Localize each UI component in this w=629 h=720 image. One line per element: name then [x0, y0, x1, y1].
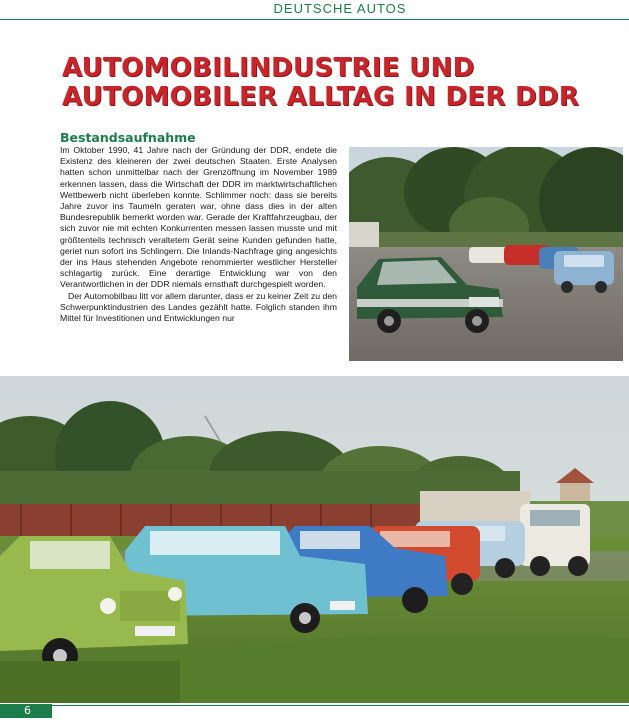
photo-parking-lot-image — [349, 147, 623, 361]
running-footer — [0, 705, 629, 720]
photo-parking-lot — [349, 147, 623, 361]
page-number: 6 — [24, 704, 31, 717]
paragraph-2: Der Automobilbau litt vor allem darunter, dass er zu keiner Zeit zu den Schwerpunktindustrien des Landes gezählt hatte. Folglich standen ihm Mittel für Investitionen und Entwicklungen nur — [60, 290, 337, 324]
section-subhead: Bestandsaufnahme — [60, 130, 196, 145]
article-body — [60, 145, 337, 324]
paragraph-1: Im Oktober 1990, 41 Jahre nach der Gründung der DDR, endete die Existenz des kleineren der zwei deutschen Staaten. Erste Analysen hatten schon unmittelbar nach der Grenzöffnung im November 1989 erkennen lassen, dass die Wirtschaft der DDR im marktwirtschaftlichen Wettbewerb nicht überleben konnte. Schlimmer noch: dass sie bereits Jahre zuvor ins Taumeln geraten war, ohne dass dies in der alten Bundesrepublik bemerkt worden war. Gerade der Kraftfahrzeugbau, der sich zuvor nie mit echten Konkurrenten messen lassen musste und mit größtenteils technisch veraltetem Gerät seine Kunden gefunden hatte, geriet nun sofort ins Schlingern. Die Inlands-Nachfrage ging angesichts der ins Haus stehenden Angebote renommierter westlicher Hersteller schlagartig zurück. Eine derartige Entwicklung war von den Verantwortlichen in der DDR niemals ernsthaft durchgespielt worden. — [60, 145, 337, 290]
article-headline — [62, 54, 602, 112]
photo-trabant-row-image — [0, 376, 629, 703]
header-rule — [0, 19, 629, 20]
photo-trabant-row — [0, 376, 629, 703]
running-header — [0, 0, 629, 20]
section-label: DEUTSCHE AUTOS — [273, 1, 407, 16]
footer-rule — [0, 705, 629, 706]
headline-line-2: AUTOMOBILER ALLTAG IN DER DDR — [62, 82, 580, 112]
headline-line-1: AUTOMOBILINDUSTRIE UND — [62, 53, 475, 83]
